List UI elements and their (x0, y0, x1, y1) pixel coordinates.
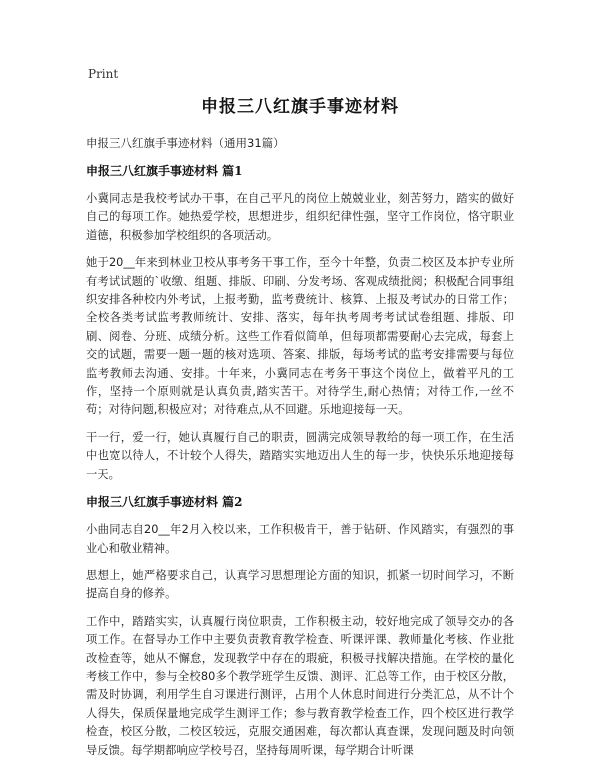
document-title: 申报三八红旗手事迹材料 (201, 97, 399, 117)
paragraph: 她于20__年来到林业卫校从事考务干事工作，至今十年整，负责二校区及本护专业所有考试试题的`收缴、组题、排版、印刷、分发考场、客观成绩批阅；积极配合同事组织安排各种校内外考试，上报考勤，监考费统计、核算、上报及考试办的日常工作；全校各类考试监考教师统计、安排、落实，每年执考周考考试试卷组题、排版、印刷、阅卷、分班、成绩分析。这些工作看似简单，但每项都需要耐心去完成，每套上交的试题，需要一题一题的核对选项、答案、排版，每场考试的监考安排需要与每位监考教师去沟通、安排。十年来，小冀同志在考务干事这个岗位上，做着平凡的工作，坚持一个原则就是认真负责,踏实苦干。对待学生,耐心热情；对待工作,一丝不苟；对待问题,积极应对；对待难点,从不回避。乐地迎接每一天。 (86, 256, 514, 417)
section-1 (86, 162, 514, 484)
print-label: Print (88, 67, 119, 81)
paragraph: 小曲同志自20__年2月入校以来，工作积极肯干，善于钻研、作风踏实，有强烈的事业心和敬业精神。 (86, 523, 514, 555)
section-heading: 申报三八红旗手事迹材料 篇1 (86, 164, 243, 178)
section-heading: 申报三八红旗手事迹材料 篇2 (86, 495, 243, 510)
paragraph: 思想上，她严格要求自己，认真学习思想理论方面的知识，抓紧一切时间学习，不断提高自身的修养。 (86, 568, 514, 601)
document-subtitle: 申报三八红旗手事迹材料（通用31篇） (86, 136, 285, 150)
paragraph: 工作中，踏踏实实，认真履行岗位职责，工作积极主动，较好地完成了领导交办的各项工作。在督导办工作中主要负责教育教学检查、听课评课、教师量化考核、作业批改检查等，她从不懈怠，发现教学中存在的瑕疵，积极寻找解决措施。在学校的量化考核工作中，参与全校80多个教学班学生反馈、测评、汇总等工作，由于校区分散，需及时协调，利用学生自习课进行测评，占用个人休息时间进行分类汇总，从不计个人得失，保质保量地完成学生测评工作；参与教育教学检查工作，四个校区进行教学检查，校区分散，二校区较远，克服交通困难，每次都认真查课，发现问题及时向领导反馈。每学期都响应学校号召，坚持每周听课，每学期合计听课 (86, 614, 514, 757)
section-2 (86, 493, 514, 760)
paragraph: 小冀同志是我校考试办干事，在自己平凡的岗位上兢兢业业，刻苦努力，踏实的做好自己的每项工作。她热爱学校，思想进步，组织纪律性强，坚守工作岗位，恪守职业道德，积极参加学校组织的各项活动。 (86, 192, 514, 242)
paragraph: 干一行，爱一行，她认真履行自己的职责，圆满完成领导教给的每一项工作，在生活中也宽以待人，不计较个人得失，踏踏实实地迈出人生的每一步，快快乐乐地迎接每一天。 (86, 430, 514, 481)
